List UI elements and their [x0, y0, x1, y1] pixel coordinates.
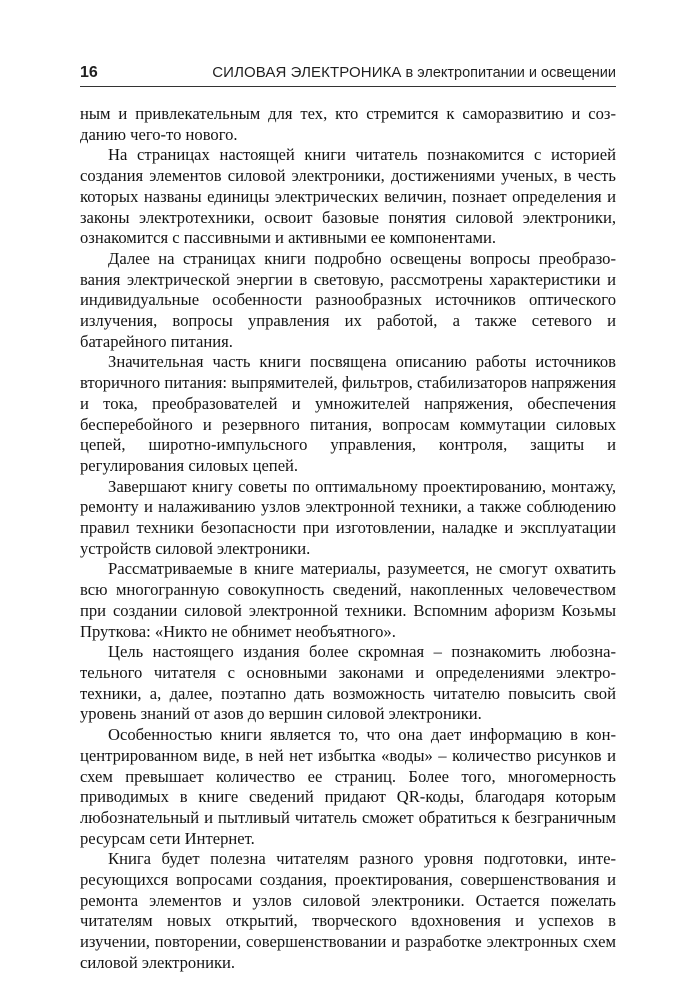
running-header	[80, 64, 616, 86]
paragraph: Особенностью книги является то, что она дает информацию в концентрированном виде, в ней нет избытка «воды» – количество рисунков и схем превышает количество ее страниц. Более того, многомерность приводимых в книге сведений придают QR-коды, благодаря которым любознательный и пытливый читатель сможет обратиться к безграничным ресурсам сети Интернет.	[80, 725, 616, 848]
paragraph: Значительная часть книги посвящена описанию работы источников вторичного питания: выпрямителей, фильтров, стабилизаторов напряжения и тока, преобразователей и умножителей напряжения, обеспечения бесперебойного и резервного питания, вопросам коммутации силовых цепей, широтно-импульсного управления, контроля, защиты и регулирования силовых цепей.	[80, 352, 616, 475]
paragraph: Завершают книгу советы по оптимальному проектированию, монтажу, ремонту и налаживанию узлов электронной техники, а также соблюдению правил техники безопасности при изготовлении, наладке и эксплуатации устройств силовой электроники.	[80, 476, 616, 558]
header-rule	[80, 86, 616, 87]
running-title	[212, 64, 616, 81]
paragraph: Рассматриваемые в книге материалы, разумеется, не смогут охватить всю многогранную совокупность сведений, накопленных человечеством при создании силовой электронной техники. Вспомним афоризм Козьмы Пруткова: «Никто не обнимет необъятного».	[80, 559, 616, 641]
paragraph: Далее на страницах книги подробно освещены вопросы преобразования электрической энергии в световую, рассмотрены характеристики и индивидуальные особенности разнообразных источников оптического излучения, вопросы управления их работой, а также сетевого и батарейного питания.	[80, 248, 616, 351]
page-number: 16	[80, 64, 98, 81]
running-title-caps: СИЛОВАЯ ЭЛЕКТРОНИКА	[212, 64, 402, 81]
paragraph: Цель настоящего издания более скромная – познакомить любознательного читателя с основными законами и определениями электротехники, а, далее, поэтапно дать возможность читателю повысить свой уровень знаний от азов до вершин силовой электроники.	[80, 642, 616, 724]
running-title-rest: в электропитании и освещении	[401, 65, 616, 81]
paragraph: Книга будет полезна читателям разного уровня подготовки, интересующихся вопросами создания, проектирования, совершенствования и ремонта элементов и узлов силовой электроники. Остается пожелать читателям новых открытий, творческого вдохновения и успехов в изучении, повторении, совершенствовании и разработке электронных схем силовой электроники.	[80, 849, 616, 972]
body-text	[80, 104, 616, 974]
paragraph: На страницах настоящей книги читатель познакомится с историей создания элементов силовой электроники, достижениями ученых, в честь которых названы единицы электрических величин, познает определения и законы электротехники, освоит базовые понятия силовой электроники, ознакомится с пассивными и активными ее компонентами.	[80, 145, 616, 248]
paragraph: ным и привлекательным для тех, кто стремится к саморазвитию и созданию чего-то нового.	[80, 104, 616, 144]
